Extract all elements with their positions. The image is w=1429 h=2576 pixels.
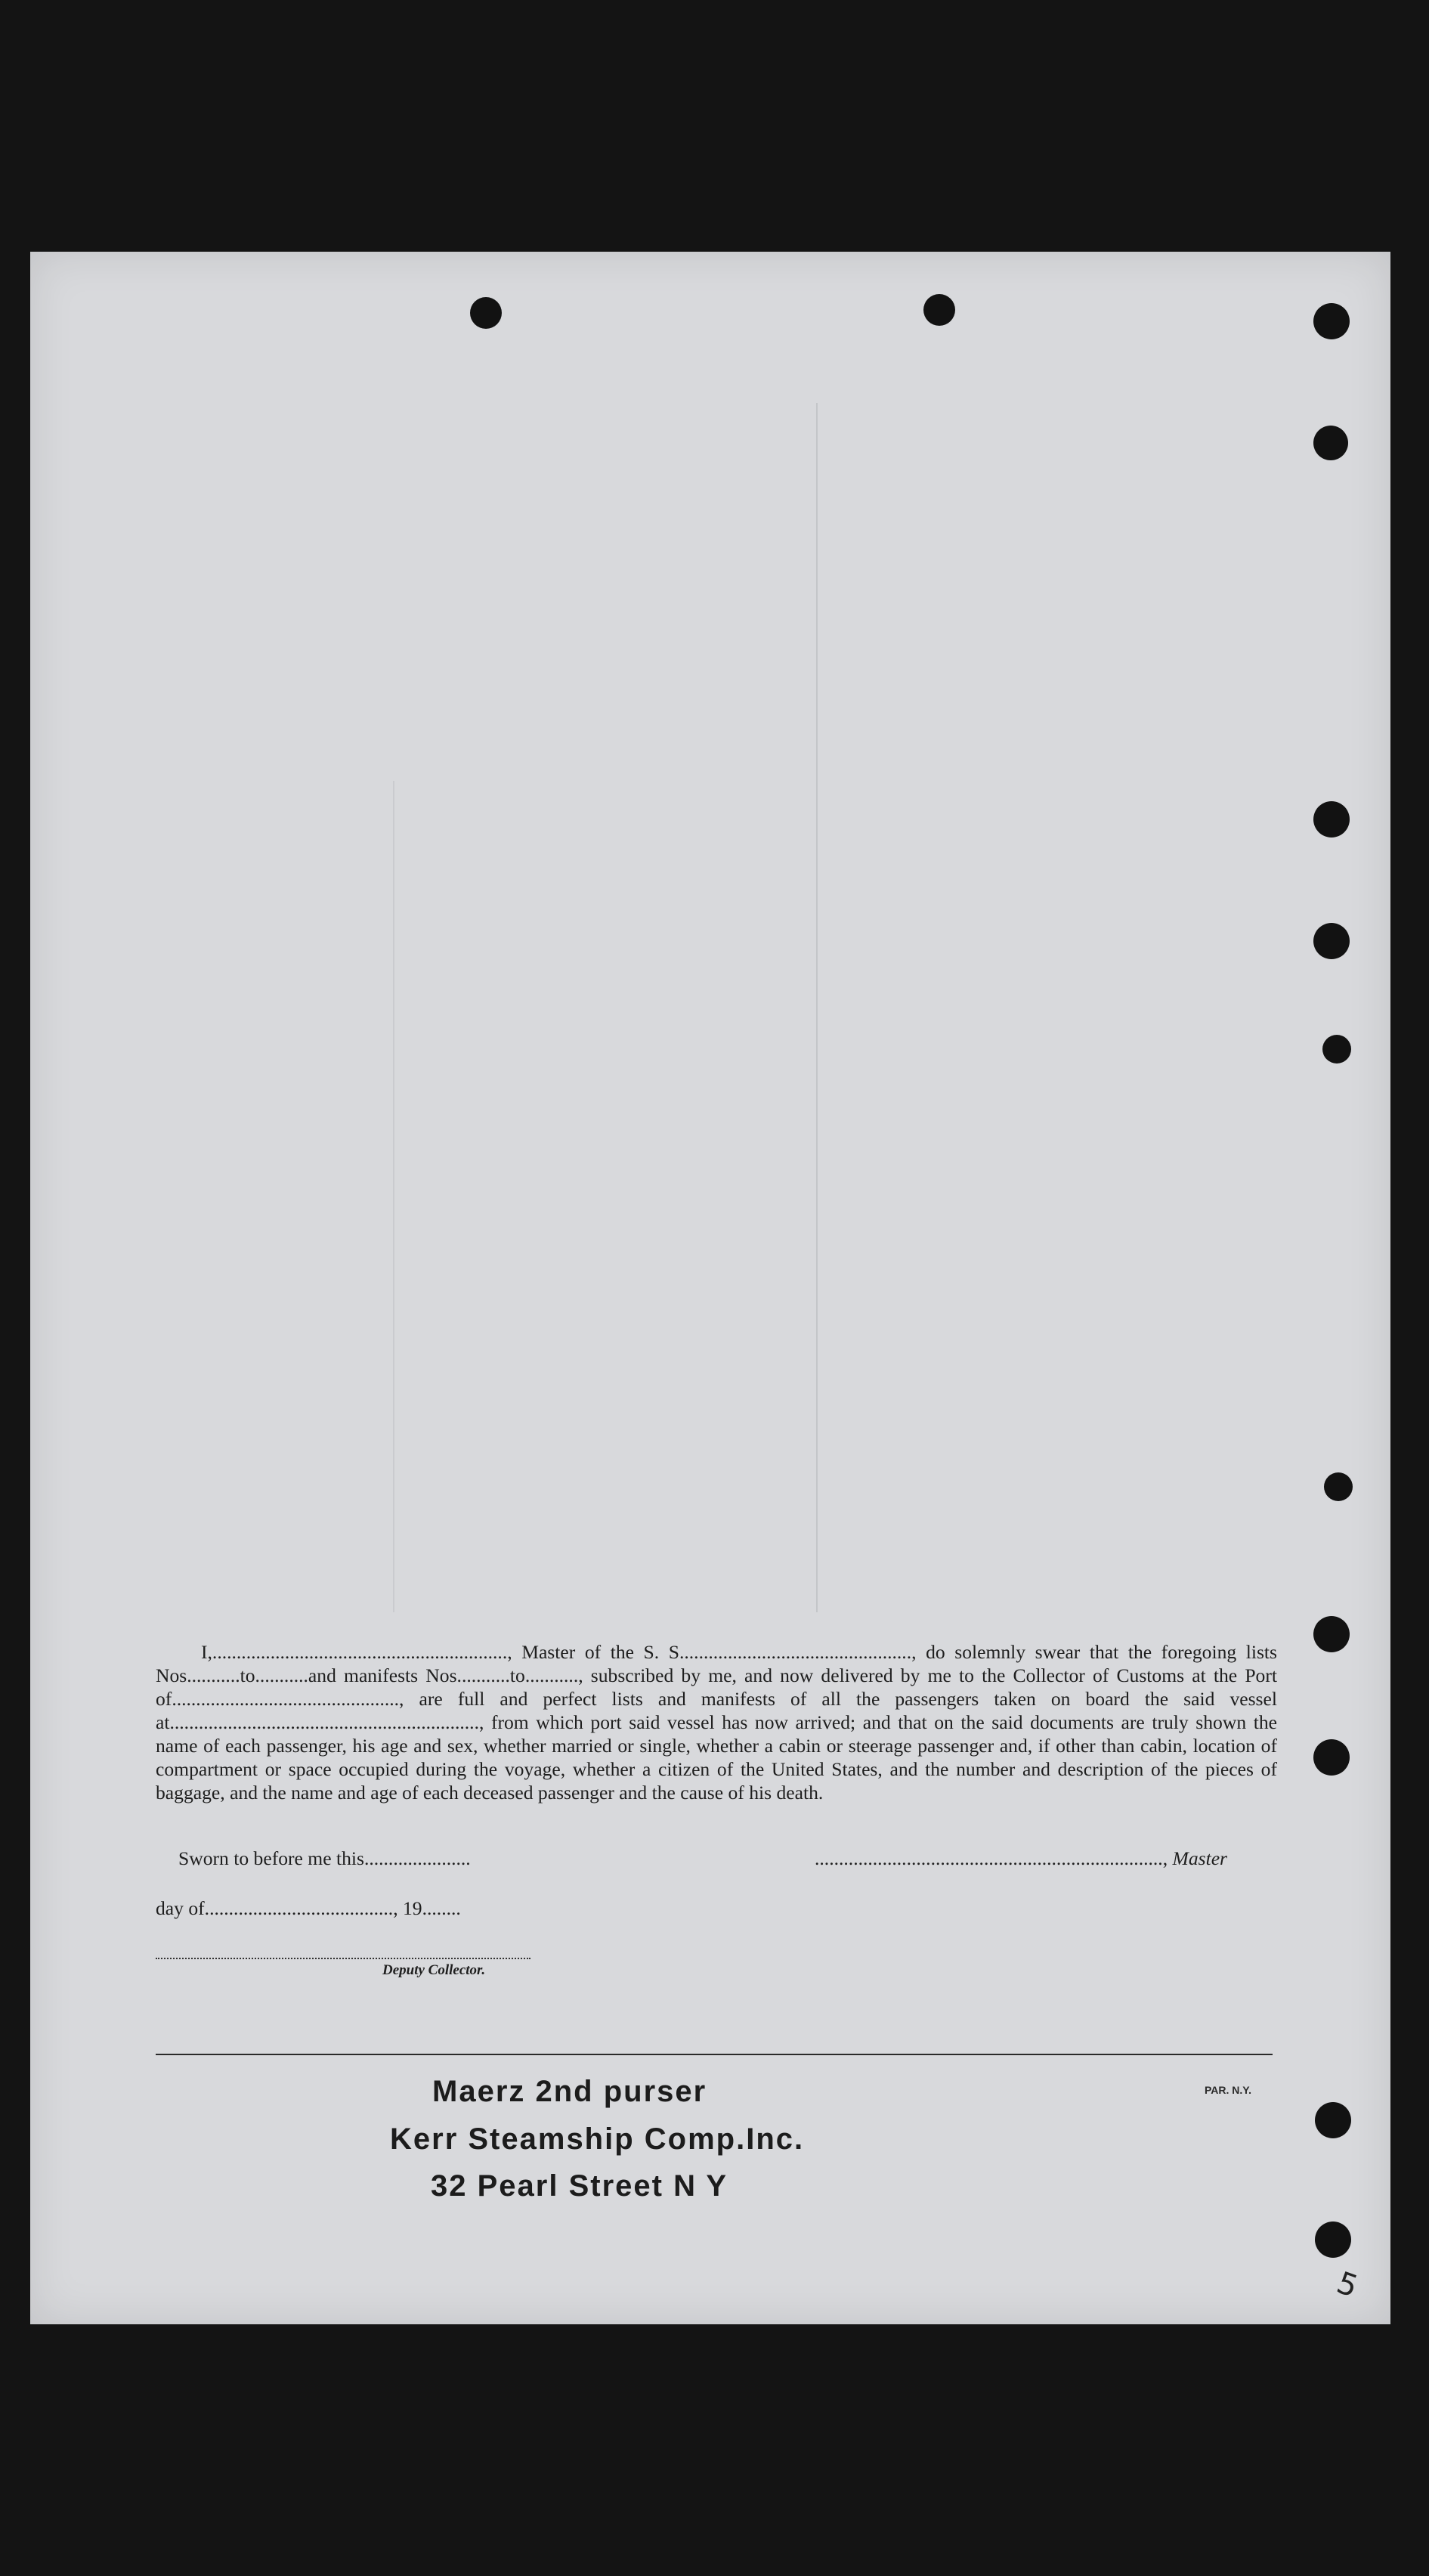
punch-hole-icon	[1313, 303, 1350, 339]
manifest-page	[30, 252, 1390, 2324]
punch-hole-icon	[470, 297, 502, 329]
punch-hole-icon	[1313, 1616, 1350, 1652]
master-label: Master	[1172, 1847, 1228, 1869]
punch-hole-icon	[1315, 2221, 1351, 2258]
punch-hole-icon	[1313, 923, 1350, 959]
punch-hole-icon	[1324, 1472, 1353, 1501]
form-code: PAR. N.Y.	[1205, 2084, 1251, 2096]
punch-hole-icon	[1313, 1739, 1350, 1776]
deputy-collector-label: Deputy Collector.	[382, 1962, 486, 1978]
bleed-through-mark	[393, 781, 712, 1612]
stamp-line-2: Kerr Steamship Comp.Inc.	[390, 2122, 805, 2156]
divider-rule	[156, 2054, 1273, 2055]
sworn-before-me: Sworn to before me this......................	[178, 1847, 471, 1869]
master-dots: ........................................................................,	[815, 1847, 1168, 1869]
day-of-line: day of......................................., 19........	[156, 1897, 461, 1919]
punch-hole-icon	[923, 294, 955, 326]
stamp-line-1: Maerz 2nd purser	[432, 2075, 707, 2108]
punch-hole-icon	[1313, 801, 1350, 838]
punch-hole-icon	[1322, 1035, 1351, 1064]
bleed-through-mark	[816, 403, 1180, 1612]
punch-hole-icon	[1315, 2102, 1351, 2138]
oath-paragraph	[156, 1640, 1277, 1804]
deputy-signature-line	[156, 1958, 530, 1959]
page-mark: 5	[1332, 2265, 1362, 2305]
punch-hole-icon	[1313, 426, 1348, 460]
stamp-line-3: 32 Pearl Street N Y	[431, 2169, 728, 2203]
oath-text: I,............................................................., Master of the S. S................................................, do solemnly swear that the foregoing lists Nos...........to...........and manifests Nos...........to..........., subscribed by me, and now delivered by me to the Collector of Customs at the Port of..............................................., are full and perfect lists and manifests of all the passengers taken on board the said vessel at................................................................, from which port said vessel has now arrived; and that on the said documents are truly shown the name of each passenger, his age and sex, whether married or single, whether a cabin or steerage passenger and, if other than cabin, location of compartment or space occupied during the voyage, whether a citizen of the United States, and the number and description of the pieces of baggage, and the name and age of each deceased passenger and the cause of his death.	[156, 1641, 1277, 1804]
master-signature-line	[815, 1847, 1227, 1870]
